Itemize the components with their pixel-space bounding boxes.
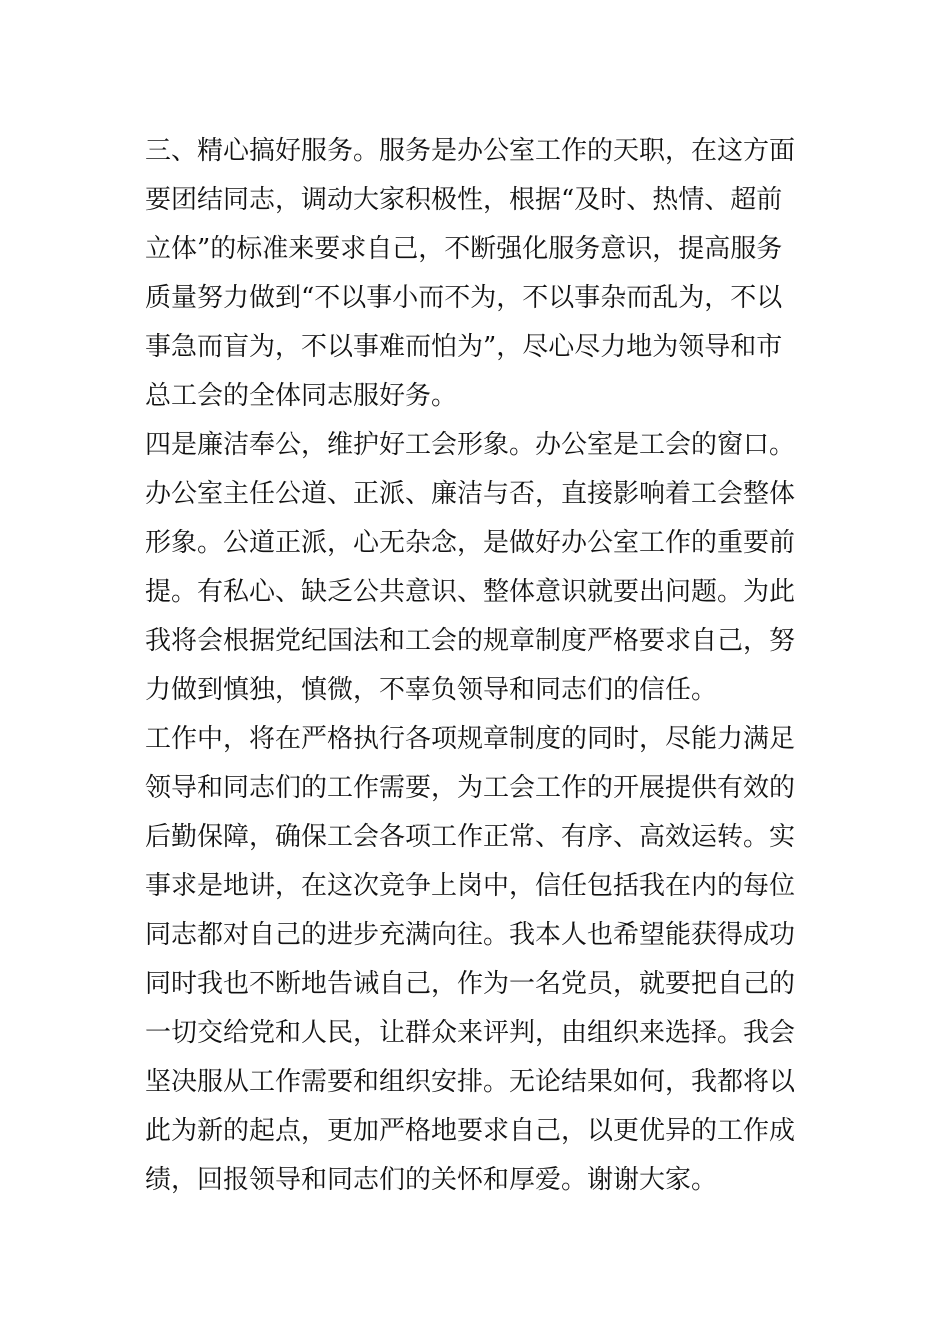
text-line: 同时我也不断地告诫自己，作为一名党员，就要把自己的 [145,969,796,999]
text-line: 此为新的起点，更加严格地要求自己，以更优异的工作成 [145,1116,796,1146]
text-line: 领导和同志们的工作需要，为工会工作的开展提供有效的 [145,773,796,803]
text-line: 三、精心搞好服务。服务是办公室工作的天职，在这方面 [145,136,796,166]
text-line: 同志都对自己的进步充满向往。我本人也希望能获得成功 [145,920,796,950]
text-line: 总工会的全体同志服好务。 [145,381,458,411]
text-line: 后勤保障，确保工会各项工作正常、有序、高效运转。实 [145,822,796,852]
text-line: 事求是地讲，在这次竞争上岗中，信任包括我在内的每位 [145,871,796,901]
text-line: 事急而盲为，不以事难而怕为”，尽心尽力地为领导和市 [145,332,783,362]
text-line: 力做到慎独，慎微，不辜负领导和同志们的信任。 [145,675,718,705]
text-line: 绩，回报领导和同志们的关怀和厚爱。谢谢大家。 [145,1165,718,1195]
text-line: 坚决服从工作需要和组织安排。无论结果如何，我都将以 [145,1067,796,1097]
text-line: 办公室主任公道、正派、廉洁与否，直接影响着工会整体 [145,479,796,509]
text-line: 工作中，将在严格执行各项规章制度的同时，尽能力满足 [145,724,796,754]
text-line: 我将会根据党纪国法和工会的规章制度严格要求自己，努 [145,626,796,656]
text-line: 一切交给党和人民，让群众来评判，由组织来选择。我会 [145,1018,796,1048]
text-line: 立体”的标准来要求自己，不断强化服务意识，提高服务 [145,234,783,264]
document-body [145,127,815,1205]
text-line: 要团结同志，调动大家积极性，根据“及时、热情、超前 [145,185,783,215]
text-line: 四是廉洁奉公，维护好工会形象。办公室是工会的窗口。 [145,430,796,460]
text-line: 提。有私心、缺乏公共意识、整体意识就要出问题。为此 [145,577,796,607]
text-line: 形象。公道正派，心无杂念，是做好办公室工作的重要前 [145,528,796,558]
text-line: 质量努力做到“不以事小而不为，不以事杂而乱为，不以 [145,283,783,313]
